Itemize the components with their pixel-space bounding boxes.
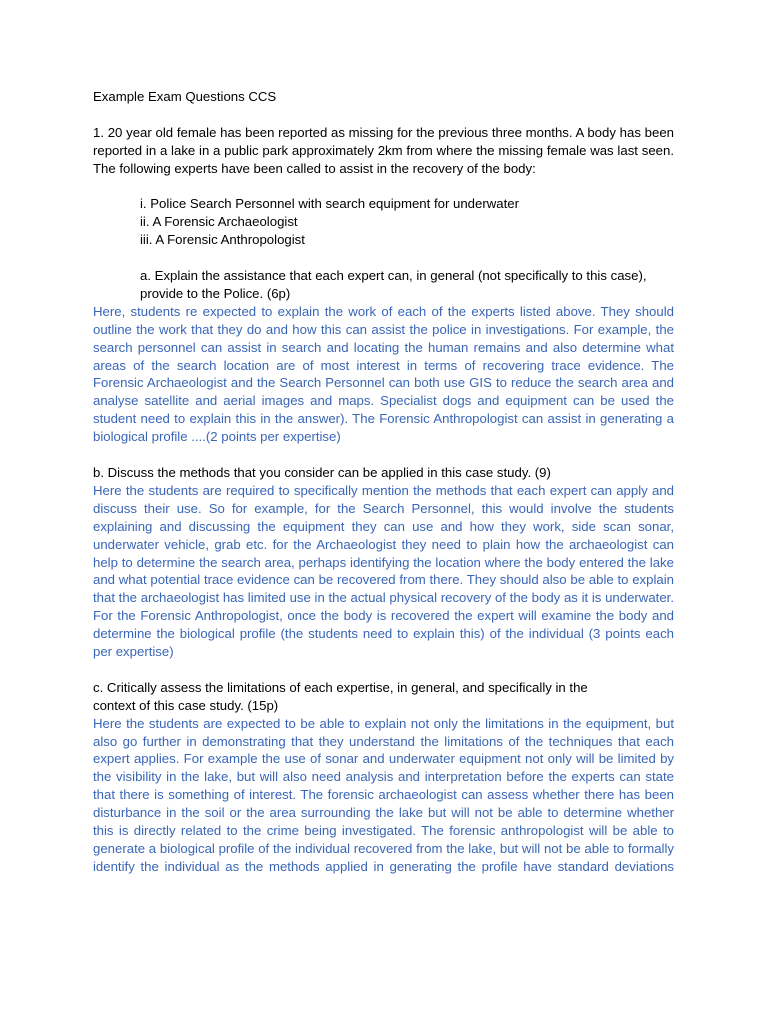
part-a-answer: Here, students re expected to explain the work of each of the experts listed above. They should outline the work that they do and how this can assist the police in investigations. For example, the search personnel can assist in search and locating the human remains and also determine what areas of the search location are of most interest in terms of recovering trace evidence. The Forensic Archaeologist and the Search Personnel can both use GIS to reduce the search area and analyse satellite and aerial images and maps. Specialist dogs and equipment can be used the student need to explain this in the answer). The Forensic Anthropologist can assist in generating a biological profile ....(2 points per expertise) xyxy=(93,303,674,445)
part-b-answer: Here the students are required to specifically mention the methods that each expert can apply and discuss their use. So for example, for the Search Personnel, this would involve the students explaining and discussing the equipment they can use and how they work, side scan sonar, underwater vehicle, grab etc. for the Archaeologist they need to plain how the archaeologist can help to determine the search area, perhaps identifying the location where the body entered the lake and what potential trace evidence can be recovered from there. They should also be able to explain that the archaeologist has limited use in the actual physical recovery of the body as it is underwater. For the Forensic Anthropologist, once the body is recovered the expert will examine the body and determine the biological profile (the students need to explain this) of the individual (3 points each per expertise) xyxy=(93,482,674,660)
part-c-answer: Here the students are expected to be able to explain not only the limitations in the equipment, but also go further in demonstrating that they understand the limitations of the techniques that each expert applies. For example the use of sonar and underwater equipment not only will be limited by the visibility in the lake, but will also need analysis and interpretation before the experts can state that there is something of interest. The forensic archaeologist can assess whether there has been disturbance in the soil or the area surrounding the lake but will not be able to determine whether this is directly related to the crime being investigated. The forensic anthropologist will be able to generate a biological profile of the individual recovered from the lake, but will not be able to formally identify the individual as the methods applied in generating the profile have standard deviations xyxy=(93,715,674,874)
spacer xyxy=(93,178,674,196)
document-title: Example Exam Questions CCS xyxy=(93,89,277,104)
expert-item: ii. A Forensic Archaeologist xyxy=(140,214,298,230)
document-page xyxy=(93,88,674,876)
experts-list xyxy=(93,195,674,249)
part-c-question: c. Critically assess the limitations of each expertise, in general, and specifically in the xyxy=(93,679,588,695)
spacer xyxy=(93,661,674,679)
part-a-question-continued: provide to the Police. (6p) xyxy=(140,285,291,301)
part-c-question-continued: context of this case study. (15p) xyxy=(93,697,279,713)
expert-item: i. Police Search Personnel with search equipment for underwater xyxy=(140,196,519,212)
part-a-question: a. Explain the assistance that each expert can, in general (not specifically to this case), xyxy=(140,268,647,284)
spacer xyxy=(93,249,674,267)
spacer xyxy=(93,446,674,464)
question-1-intro: 1. 20 year old female has been reported as missing for the previous three months. A body has been reported in a lake in a public park approximately 2km from where the missing female was last seen. The following experts have been called to assist in the recovery of the body: xyxy=(93,124,674,176)
part-b-question: b. Discuss the methods that you consider can be applied in this case study. (9) xyxy=(93,464,551,480)
expert-item: iii. A Forensic Anthropologist xyxy=(140,232,305,248)
